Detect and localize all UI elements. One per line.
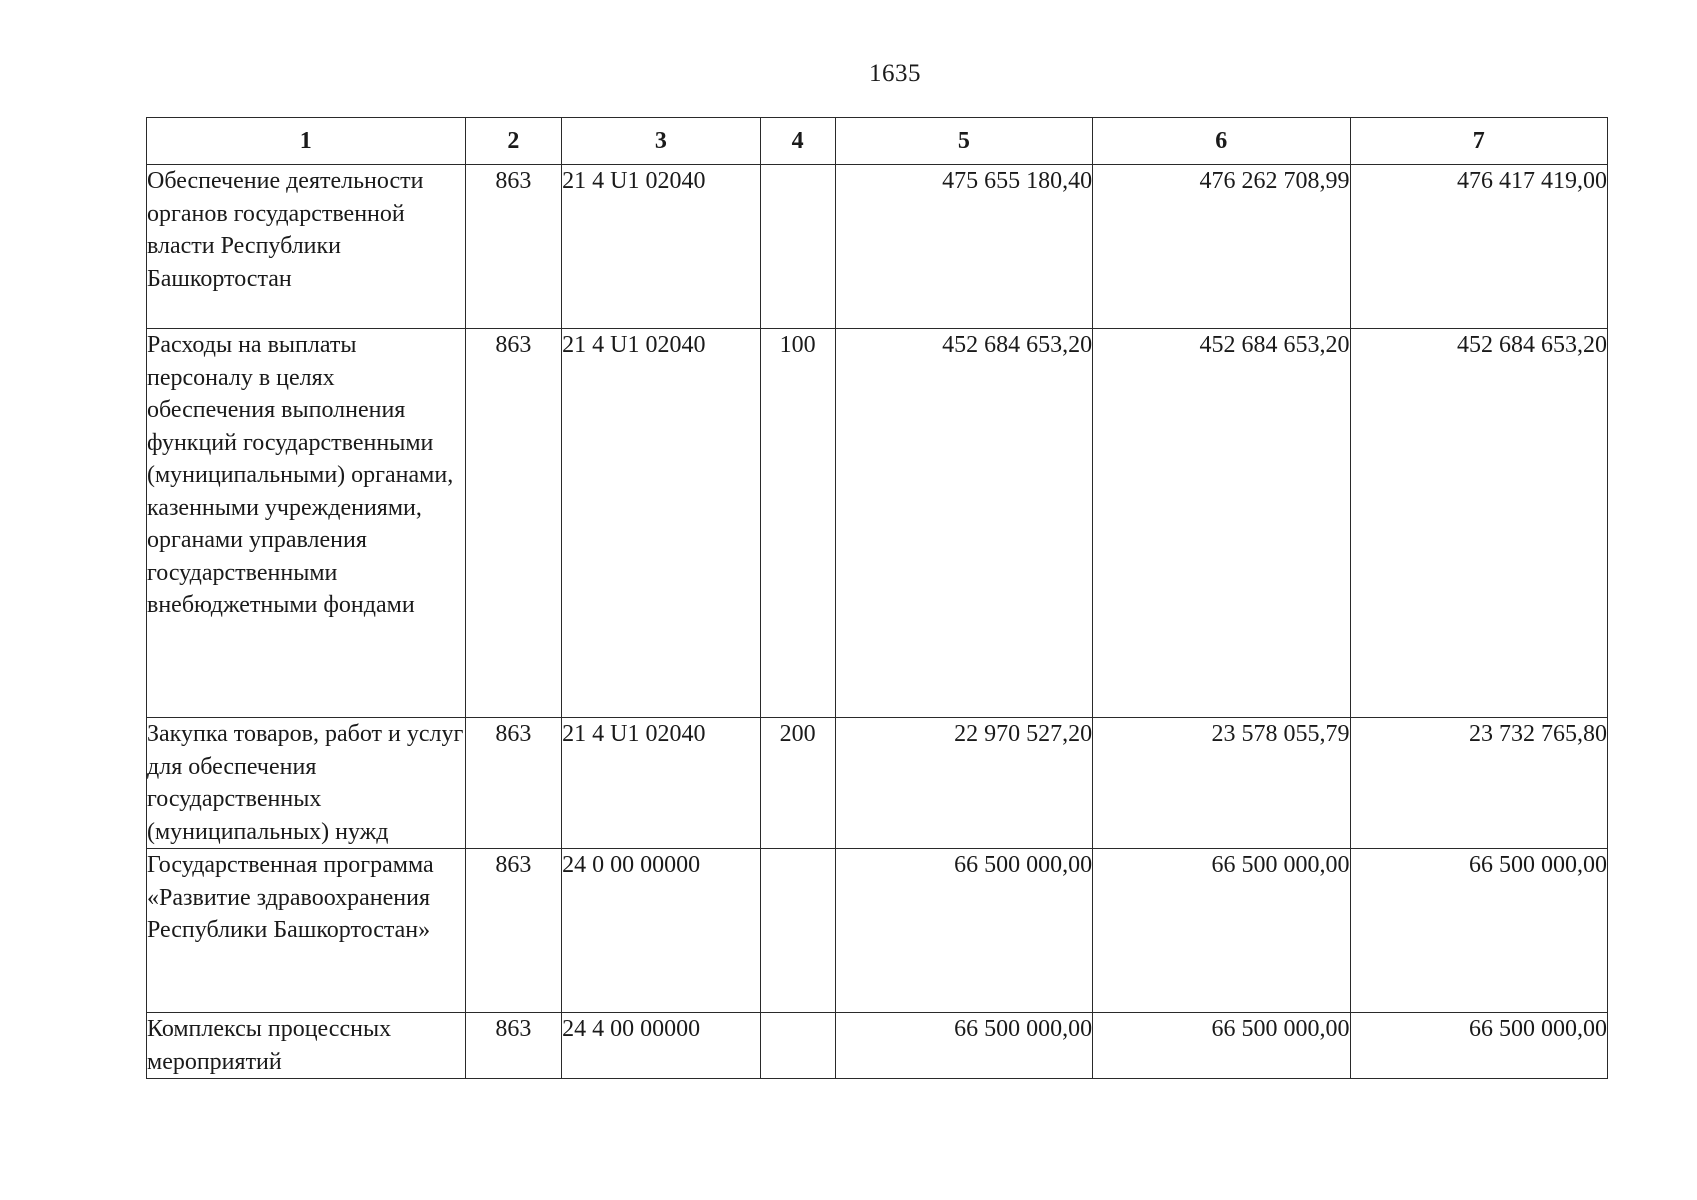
row-name: Комплексы процессных мероприятий — [147, 1013, 466, 1079]
row-amount-col7: 476 417 419,00 — [1350, 165, 1608, 329]
row-amount-col7: 66 500 000,00 — [1350, 849, 1608, 1013]
row-expense-type — [760, 849, 835, 1013]
row-name: Расходы на выплаты персоналу в целях обеспечения выполнения функций государственными (муниципальными) органами, казенными учреждениями, органами управления государственными внебюджетными фондами — [147, 329, 466, 718]
row-expense-type — [760, 1013, 835, 1079]
table-header-row — [147, 118, 1608, 165]
row-ministry-code: 863 — [465, 329, 562, 718]
table-row — [147, 329, 1608, 718]
row-amount-col5: 66 500 000,00 — [835, 849, 1092, 1013]
row-amount-col6: 66 500 000,00 — [1093, 1013, 1350, 1079]
row-ministry-code: 863 — [465, 165, 562, 329]
budget-table — [146, 117, 1608, 1079]
header-col-6: 6 — [1093, 118, 1350, 165]
row-amount-col5: 475 655 180,40 — [835, 165, 1092, 329]
page-number: 1635 — [869, 60, 921, 87]
row-name: Государственная программа «Развитие здравоохранения Республики Башкортостан» — [147, 849, 466, 1013]
row-amount-col5: 66 500 000,00 — [835, 1013, 1092, 1079]
row-target-article: 21 4 U1 02040 — [562, 718, 760, 849]
row-name: Обеспечение деятельности органов государственной власти Республики Башкортостан — [147, 165, 466, 329]
row-expense-type: 200 — [760, 718, 835, 849]
row-amount-col6: 66 500 000,00 — [1093, 849, 1350, 1013]
row-amount-col5: 22 970 527,20 — [835, 718, 1092, 849]
row-ministry-code: 863 — [465, 849, 562, 1013]
row-target-article: 21 4 U1 02040 — [562, 165, 760, 329]
row-amount-col5: 452 684 653,20 — [835, 329, 1092, 718]
row-amount-col6: 476 262 708,99 — [1093, 165, 1350, 329]
header-col-1: 1 — [147, 118, 466, 165]
row-target-article: 24 0 00 00000 — [562, 849, 760, 1013]
row-amount-col7: 452 684 653,20 — [1350, 329, 1608, 718]
header-col-4: 4 — [760, 118, 835, 165]
table-row — [147, 165, 1608, 329]
row-amount-col7: 66 500 000,00 — [1350, 1013, 1608, 1079]
header-col-5: 5 — [835, 118, 1092, 165]
table-row — [147, 1013, 1608, 1079]
row-ministry-code: 863 — [465, 1013, 562, 1079]
row-amount-col6: 23 578 055,79 — [1093, 718, 1350, 849]
header-col-2: 2 — [465, 118, 562, 165]
row-target-article: 21 4 U1 02040 — [562, 329, 760, 718]
row-amount-col7: 23 732 765,80 — [1350, 718, 1608, 849]
row-target-article: 24 4 00 00000 — [562, 1013, 760, 1079]
row-expense-type: 100 — [760, 329, 835, 718]
row-expense-type — [760, 165, 835, 329]
row-name: Закупка товаров, работ и услуг для обеспечения государственных (муниципальных) нужд — [147, 718, 466, 849]
row-amount-col6: 452 684 653,20 — [1093, 329, 1350, 718]
row-ministry-code: 863 — [465, 718, 562, 849]
header-col-3: 3 — [562, 118, 760, 165]
table-row — [147, 718, 1608, 849]
table-row — [147, 849, 1608, 1013]
header-col-7: 7 — [1350, 118, 1608, 165]
